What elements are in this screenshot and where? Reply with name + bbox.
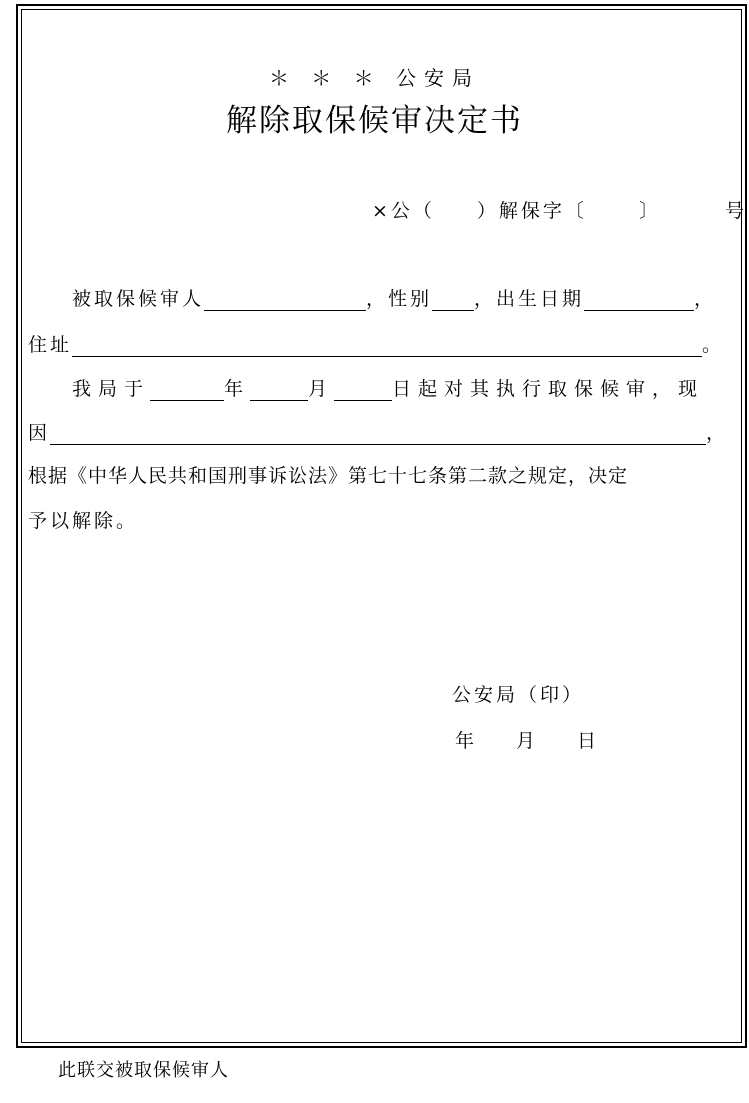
address-label: 住址	[28, 334, 73, 356]
year-label: 年	[224, 378, 251, 400]
month-label: 月	[308, 378, 335, 400]
signature-date	[455, 729, 596, 753]
comma: ，	[694, 288, 717, 310]
birth-label: ，出生日期	[474, 288, 585, 310]
execution-date-row	[72, 377, 704, 401]
month-blank[interactable]	[250, 380, 308, 401]
docnum-mid: ）解保字〔	[476, 200, 587, 222]
comma: ，	[706, 422, 729, 444]
legal-basis-text: 根据《中华人民共和国刑事诉讼法》第七十七条第二款之规定，决定	[28, 465, 629, 487]
issuing-agency: ＊ ＊ ＊ 公安局	[268, 66, 481, 90]
document-title: 解除取保候审决定书	[226, 103, 523, 139]
bureau-from-text: 我局于	[72, 378, 151, 400]
year-blank[interactable]	[150, 380, 224, 401]
decision-text: 予以解除。	[28, 510, 139, 532]
sig-year: 年	[455, 730, 475, 752]
document-number	[372, 199, 747, 223]
day-from-text: 日起对其执行取保候审，现	[392, 378, 705, 400]
sig-month: 月	[516, 730, 536, 752]
subject-label: 被取保候审人	[72, 288, 205, 310]
subject-name-blank[interactable]	[204, 290, 366, 311]
address-blank[interactable]	[72, 336, 702, 357]
reason-row	[28, 421, 728, 445]
docnum-prefix: ×公（	[372, 200, 435, 222]
subject-row	[72, 287, 716, 311]
seal-label: 公安局（印）	[452, 684, 585, 706]
gender-label: ，性别	[366, 288, 433, 310]
day-blank[interactable]	[334, 380, 392, 401]
docnum-close: 〕	[638, 200, 661, 222]
reason-blank[interactable]	[50, 424, 706, 445]
period: 。	[702, 334, 725, 356]
docnum-suffix: 号	[724, 200, 747, 222]
footer-note: 此联交被取保候审人	[58, 1060, 229, 1081]
because-label: 因	[28, 422, 51, 444]
gender-blank[interactable]	[432, 290, 474, 311]
birth-date-blank[interactable]	[584, 290, 694, 311]
address-row	[28, 333, 724, 357]
sig-day: 日	[577, 730, 597, 752]
